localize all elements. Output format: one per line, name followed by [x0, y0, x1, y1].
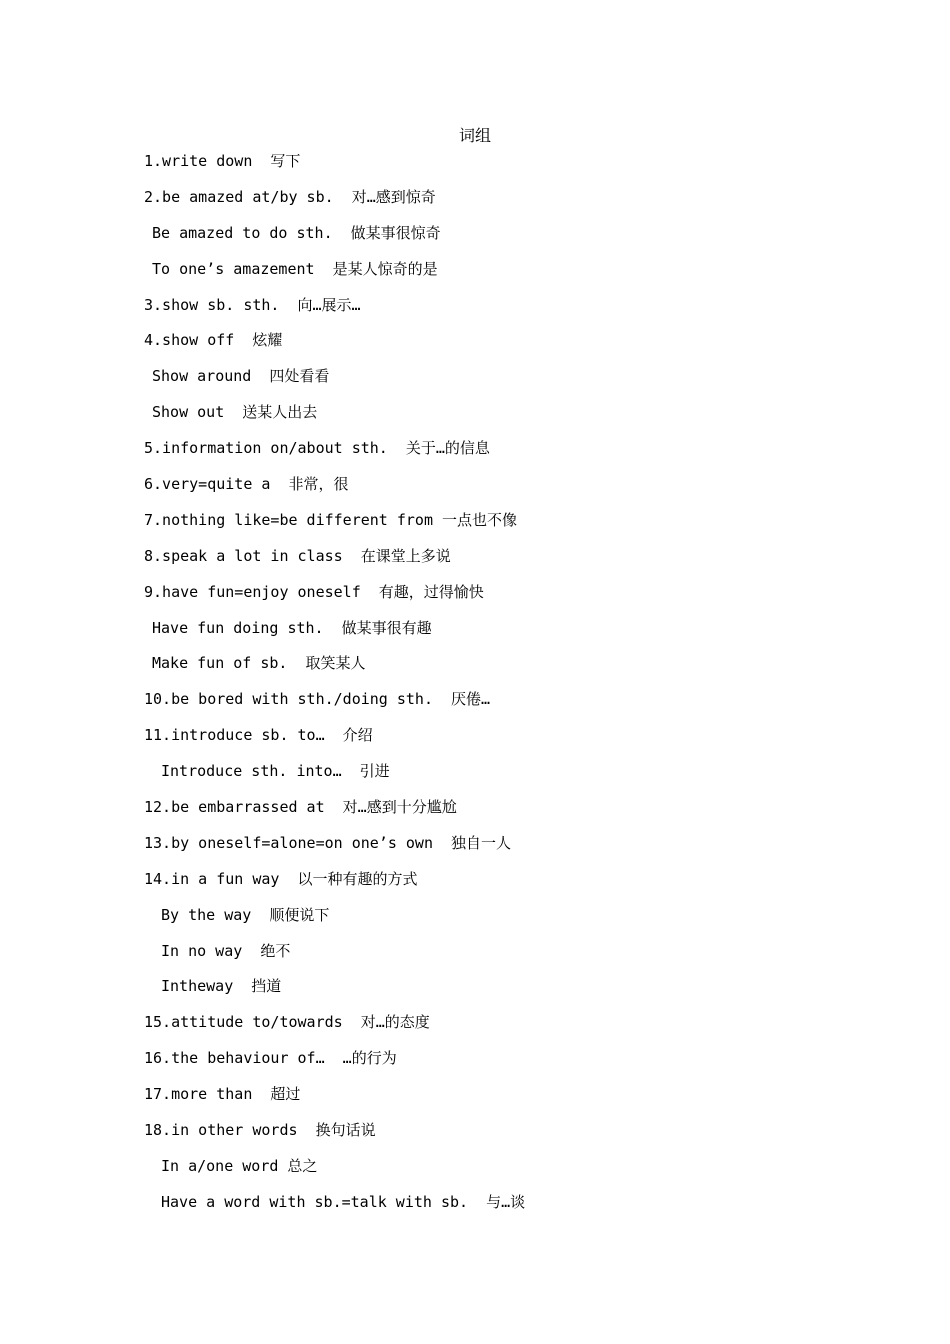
phrase-line: Introduce sth. into… 引进	[161, 762, 390, 781]
phrase-line: 11.introduce sb. to… 介绍	[144, 726, 373, 745]
phrase-list	[144, 150, 904, 1227]
phrase-line: In a/one word 总之	[161, 1156, 318, 1175]
phrase-line: 10.be bored with sth./doing sth. 厌倦…	[144, 690, 491, 709]
phrase-line: In no way 绝不	[161, 941, 291, 960]
phrase-line: 1.write down 写下	[144, 152, 301, 170]
phrase-line: To one’s amazement 是某人惊奇的是	[152, 259, 438, 278]
phrase-line: 5.information on/about sth. 关于…的信息	[144, 439, 490, 458]
phrase-line: 16.the behaviour of… …的行为	[144, 1049, 397, 1068]
phrase-line: Have a word with sb.=talk with sb. 与…谈	[161, 1192, 526, 1211]
phrase-line: By the way 顺便说下	[161, 905, 330, 924]
phrase-line: 14.in a fun way 以一种有趣的方式	[144, 869, 418, 888]
phrase-line: 17.more than 超过	[144, 1085, 301, 1104]
phrase-line: Intheway 挡道	[161, 977, 282, 996]
phrase-line: 8.speak a lot in class 在课堂上多说	[144, 546, 451, 565]
phrase-line: 4.show off 炫耀	[144, 331, 283, 350]
phrase-line: 15.attitude to/towards 对…的态度	[144, 1013, 430, 1032]
phrase-line: 2.be amazed at/by sb. 对…感到惊奇	[144, 187, 436, 206]
phrase-line: Be amazed to do sth. 做某事很惊奇	[152, 223, 441, 242]
phrase-line: 13.by oneself=alone=on one’s own 独自一人	[144, 833, 512, 852]
phrase-line: Make fun of sb. 取笑某人	[152, 654, 366, 673]
phrase-line: Show around 四处看看	[152, 367, 330, 386]
phrase-line: Show out 送某人出去	[152, 403, 318, 422]
phrase-line: 12.be embarrassed at 对…感到十分尴尬	[144, 798, 457, 817]
document-title: 词组	[458, 126, 491, 145]
phrase-line: 9.have fun=enjoy oneself 有趣，过得愉快	[144, 582, 484, 601]
phrase-line: Have fun doing sth. 做某事很有趣	[152, 618, 432, 637]
phrase-line: 18.in other words 换句话说	[144, 1121, 376, 1140]
phrase-line: 7.nothing like=be different from 一点也不像	[144, 510, 518, 529]
phrase-line: 6.very=quite a 非常，很	[144, 475, 349, 494]
phrase-line: 3.show sb. sth. 向…展示…	[144, 295, 361, 314]
